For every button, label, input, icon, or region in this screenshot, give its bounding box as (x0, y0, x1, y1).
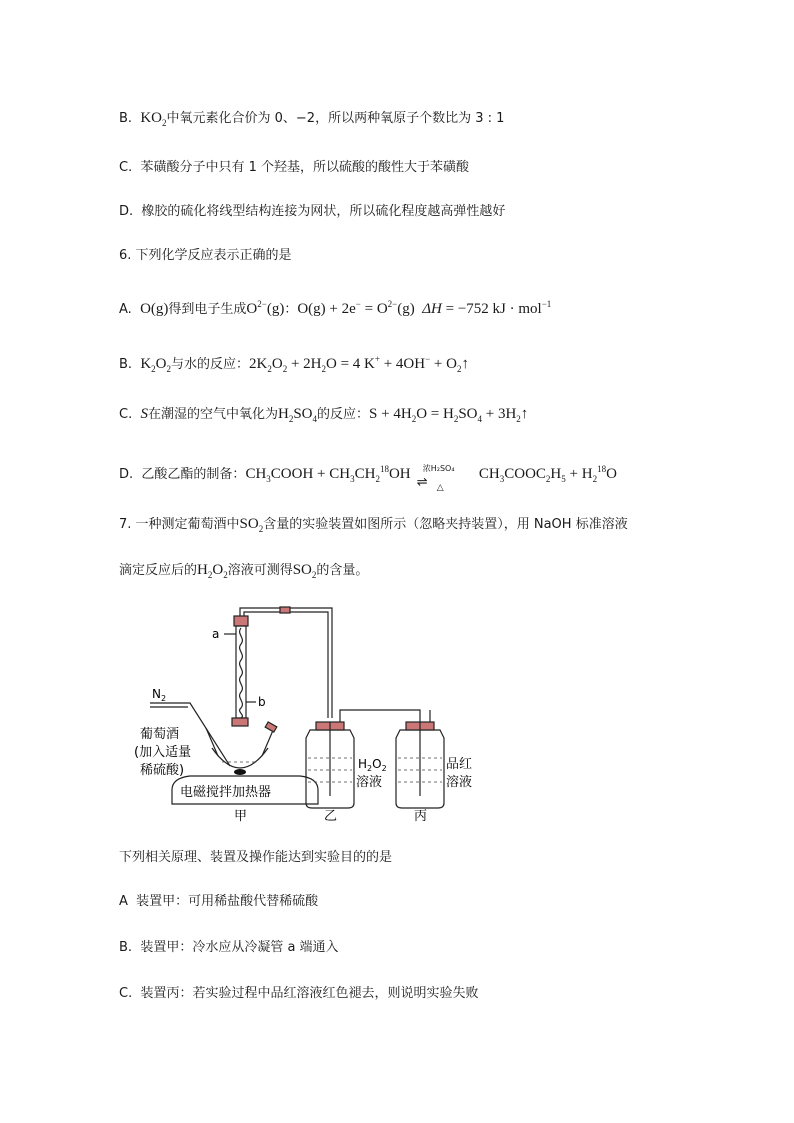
stir-bar-icon (234, 769, 246, 775)
label-heater: 电磁搅拌加热器 (180, 785, 272, 800)
option-prefix: C. (119, 407, 133, 422)
label-h2o2-solution: 溶液 (356, 775, 383, 790)
apparatus-figure (134, 598, 490, 828)
option-text: 得到电子生成 (168, 302, 247, 317)
label-n2: $N_2$ (152, 687, 167, 703)
formula: S (140, 406, 148, 422)
option-text: 中氧元素化合价为 0、−2，所以两种氧原子个数比为 3 : 1 (166, 111, 505, 126)
q6-stem: 6. 下列化学反应表示正确的是 (119, 248, 292, 263)
flask-neck-left (206, 728, 218, 756)
formula: $H_2SO_4$ (278, 406, 318, 424)
q6-option-d (119, 459, 617, 493)
option-prefix: A (119, 894, 128, 909)
q7-option-b (119, 938, 339, 958)
option-prefix: B. (119, 940, 133, 955)
q7-stem-line1: 7. 一种测定葡萄酒中$SO_2$含量的实验装置如图所示（忽略夹持装置），用 NaOH 标准溶液 (119, 516, 628, 534)
q7-option-c (119, 984, 479, 1004)
label-bing: 丙 (414, 809, 428, 824)
connecting-tube-inner (244, 612, 328, 718)
q6-option-b (119, 349, 469, 379)
label-a: a (212, 627, 220, 641)
condenser (236, 626, 246, 718)
label-wine-3: 稀硫酸) (140, 763, 185, 778)
condition-top: 浓H₂SO₄ (422, 463, 455, 473)
tube-joint (280, 607, 290, 613)
formula: O(g) (140, 301, 169, 317)
q5-option-d (119, 202, 505, 222)
label-pinhong: 品红 (446, 757, 473, 772)
label-yi: 乙 (324, 809, 338, 824)
reaction-condition (415, 463, 475, 493)
q5-option-c (119, 158, 469, 178)
option-prefix: D. (119, 467, 134, 482)
condenser-coil (240, 628, 243, 718)
option-prefix: B. (119, 357, 133, 372)
condition-bottom: △ (436, 482, 444, 493)
option-text: 在潮湿的空气中氧化为 (147, 407, 278, 422)
option-text: 橡胶的硫化将线型结构连接为网状，所以硫化程度越高弹性越好 (141, 204, 506, 219)
flask-neck-right (262, 728, 274, 756)
option-text: 装置甲：可用稀盐酸代替稀硫酸 (136, 894, 319, 909)
q6-option-a (119, 294, 551, 320)
equation-product: $CH_3COOC_2H_5 + H_2^{18}O$ (478, 464, 617, 484)
label-pinhong-solution: 溶液 (446, 775, 473, 790)
option-prefix: A. (119, 302, 132, 317)
label-h2o2: $H_2O_2$ (358, 757, 387, 773)
option-text: 与水的反应： (171, 357, 250, 372)
q5-option-b (119, 108, 504, 133)
tube-to-bing (340, 710, 420, 722)
colon: ： (284, 302, 298, 317)
option-text: 装置丙：若实验过程中品红溶液红色褪去，则说明实验失败 (140, 986, 479, 1001)
option-prefix: D. (119, 204, 134, 219)
neck-stopper (265, 722, 277, 732)
q7-after: 下列相关原理、装置及操作能达到实验目的的是 (119, 850, 393, 865)
option-prefix: C. (119, 160, 133, 175)
equation: $S + 4H_2O = H_2SO_4$ + $3H_2↑$ (369, 406, 529, 424)
label-jia: 甲 (234, 809, 248, 824)
q7-option-a (119, 892, 318, 912)
flask-stopper (232, 718, 248, 726)
option-text: 的反应： (317, 407, 370, 422)
formula: $K_2O_2$ (140, 356, 172, 374)
equilibrium-arrow-icon: ⇌ (416, 474, 428, 490)
option-text: 苯磺酸分子中只有 1 个羟基，所以硫酸的酸性大于苯磺酸 (140, 160, 470, 175)
option-text: 装置甲：冷水应从冷凝管 a 端通入 (140, 940, 339, 955)
label-wine: 葡萄酒 (140, 727, 180, 742)
q6-option-c (119, 404, 528, 429)
option-prefix: B. (119, 111, 133, 126)
label-wine-2: (加入适量 (134, 745, 192, 760)
formula: $O^{2-}(g)$ (246, 299, 285, 317)
equation: $O(g) + 2e^- = O^{2-}(g) \Delta H = -752$ kJ · mol$^{-1}$ (297, 299, 552, 317)
q7-stem-line2: 滴定反应后的$H_2O_2$溶液可测得$SO_2$的含量。 (119, 562, 369, 580)
option-prefix: C. (119, 986, 133, 1001)
equation: $2K_2O_2 + 2H_2O = 4$ $K^+ + 4OH^- + O_2↑$ (249, 354, 469, 374)
option-text: 乙酸乙酯的制备： (141, 467, 246, 482)
formula-ko2: $KO_2$ (140, 110, 167, 128)
label-b: b (258, 695, 266, 709)
equation: $CH_3COOH + CH_3CH_2^{18}OH$ (245, 464, 411, 484)
condenser-stopper (234, 616, 248, 626)
